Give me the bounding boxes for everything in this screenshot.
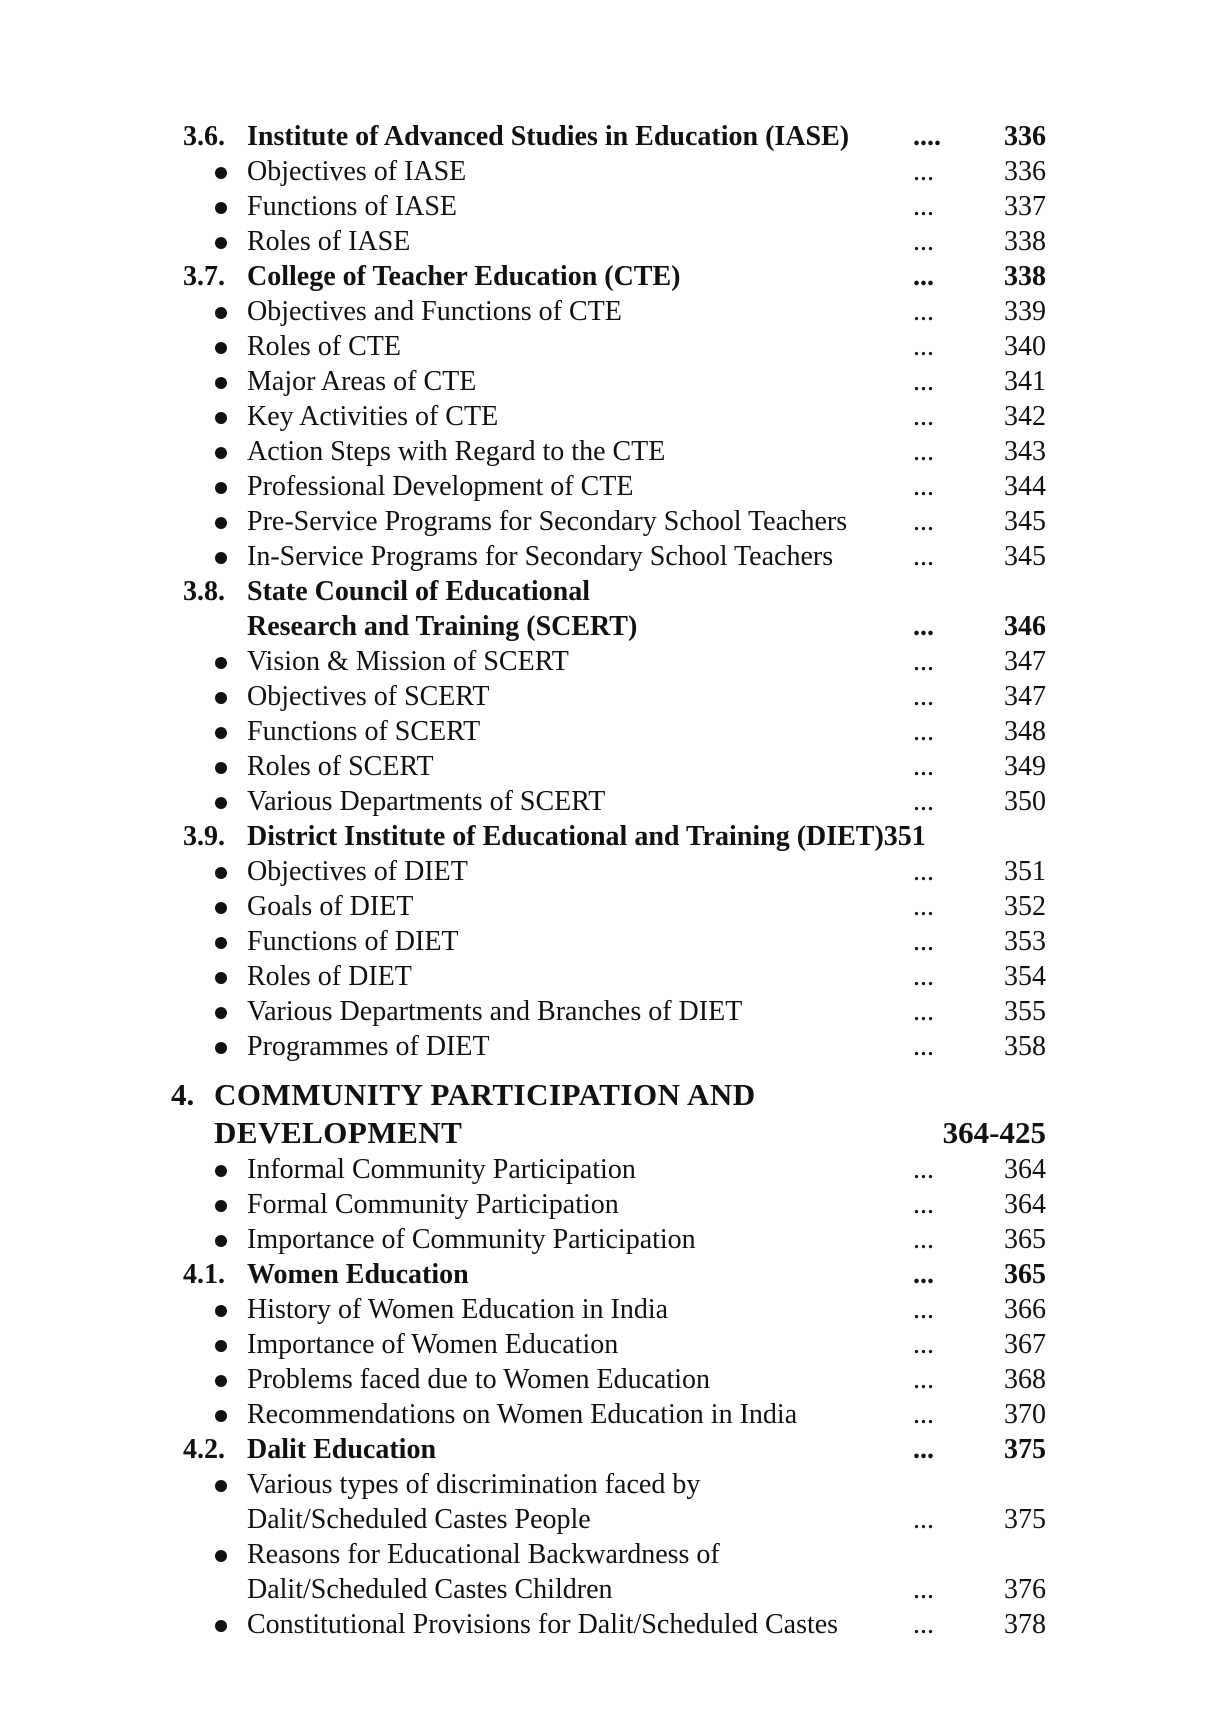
entry-title: Informal Community Participation <box>247 1154 636 1185</box>
section-number: 3.7. <box>183 261 225 292</box>
page-number: 375 <box>1004 1434 1046 1465</box>
page-number: 350 <box>1004 786 1046 817</box>
entry-title: Action Steps with Regard to the CTE <box>247 436 666 467</box>
chapter-title: COMMUNITY PARTICIPATION AND <box>214 1077 756 1112</box>
section-entry <box>0 1257 1214 1292</box>
page-number: 368 <box>1004 1364 1046 1395</box>
leader-dots: ... <box>913 646 934 677</box>
bullet-icon <box>215 1550 227 1562</box>
leader-dots: ... <box>913 891 934 922</box>
leader-dots: ... <box>913 1609 934 1640</box>
toc-item <box>0 1029 1214 1064</box>
bullet-icon <box>215 342 227 354</box>
leader-dots: ... <box>913 401 934 432</box>
toc-item <box>0 1502 1214 1537</box>
page-number: 375 <box>1004 1504 1046 1535</box>
entry-title: Recommendations on Women Education in India <box>247 1399 798 1430</box>
page-number: 348 <box>1004 716 1046 747</box>
page-number: 349 <box>1004 751 1046 782</box>
bullet-icon <box>215 552 227 564</box>
page-number: 364 <box>1004 1154 1046 1185</box>
toc-item <box>0 714 1214 749</box>
page-number: 353 <box>1004 926 1046 957</box>
entry-title: District Institute of Educational and Training (DIET)351 <box>247 821 926 852</box>
entry-title: Research and Training (SCERT) <box>247 611 638 642</box>
leader-dots: ... <box>913 226 934 257</box>
section-number: 3.8. <box>183 576 225 607</box>
page-number: 347 <box>1004 646 1046 677</box>
entry-title: Various Departments and Branches of DIET <box>247 996 743 1027</box>
entry-title: Dalit/Scheduled Castes People <box>247 1504 591 1535</box>
chapter-number: 4. <box>171 1077 195 1112</box>
entry-title: In-Service Programs for Secondary School Teachers <box>247 541 834 572</box>
bullet-icon <box>215 1165 227 1177</box>
toc-item <box>0 1327 1214 1362</box>
bullet-icon <box>215 1340 227 1352</box>
page-number: 347 <box>1004 681 1046 712</box>
leader-dots: ... <box>913 1434 934 1465</box>
entry-title: Goals of DIET <box>247 891 414 922</box>
toc-item <box>0 154 1214 189</box>
leader-dots: ... <box>913 1329 934 1360</box>
entry-title: Functions of DIET <box>247 926 459 957</box>
page-number: 355 <box>1004 996 1046 1027</box>
toc-item <box>0 399 1214 434</box>
toc-item <box>0 1222 1214 1257</box>
page-number: 338 <box>1004 261 1046 292</box>
toc-item <box>0 469 1214 504</box>
bullet-icon <box>215 1042 227 1054</box>
page-number: 338 <box>1004 226 1046 257</box>
leader-dots: ... <box>913 996 934 1027</box>
entry-title: Importance of Community Participation <box>247 1224 696 1255</box>
toc-item <box>0 644 1214 679</box>
page-number: 378 <box>1004 1609 1046 1640</box>
bullet-icon <box>215 447 227 459</box>
section-number: 3.9. <box>183 821 225 852</box>
page-number: 365 <box>1004 1224 1046 1255</box>
page-number: 336 <box>1004 121 1046 152</box>
entry-title: Objectives of DIET <box>247 856 468 887</box>
page-number: 376 <box>1004 1574 1046 1605</box>
entry-title: Dalit Education <box>247 1434 437 1465</box>
entry-title: Professional Development of CTE <box>247 471 634 502</box>
entry-title: Dalit/Scheduled Castes Children <box>247 1574 613 1605</box>
leader-dots: ... <box>913 471 934 502</box>
section-number: 4.2. <box>183 1434 225 1465</box>
toc-item <box>0 329 1214 364</box>
toc-item <box>0 679 1214 714</box>
leader-dots: ... <box>913 611 934 642</box>
leader-dots: ... <box>913 331 934 362</box>
bullet-icon <box>215 1007 227 1019</box>
section-entry <box>0 609 1214 644</box>
leader-dots: ... <box>913 716 934 747</box>
leader-dots: ... <box>913 296 934 327</box>
bullet-icon <box>215 1305 227 1317</box>
leader-dots: ... <box>913 1574 934 1605</box>
bullet-icon <box>215 482 227 494</box>
leader-dots: ... <box>913 1154 934 1185</box>
toc-item <box>0 749 1214 784</box>
entry-title: Constitutional Provisions for Dalit/Scheduled Castes <box>247 1609 839 1640</box>
bullet-icon <box>215 202 227 214</box>
chapter-heading <box>0 1076 1214 1114</box>
toc-item <box>0 1292 1214 1327</box>
leader-dots: ... <box>913 156 934 187</box>
entry-title: Various Departments of SCERT <box>247 786 606 817</box>
leader-dots: ... <box>913 751 934 782</box>
toc-item <box>0 1607 1214 1642</box>
chapter-page-range: 364-425 <box>942 1115 1046 1150</box>
entry-title: Objectives of SCERT <box>247 681 490 712</box>
leader-dots: ... <box>913 191 934 222</box>
bullet-icon <box>215 377 227 389</box>
entry-title: Various types of discrimination faced by <box>247 1469 701 1500</box>
bullet-icon <box>215 517 227 529</box>
entry-title: Functions of IASE <box>247 191 457 222</box>
entry-title: College of Teacher Education (CTE) <box>247 261 681 292</box>
toc-item <box>0 924 1214 959</box>
toc-item <box>0 189 1214 224</box>
toc-item <box>0 854 1214 889</box>
leader-dots: ... <box>913 1364 934 1395</box>
page-number: 370 <box>1004 1399 1046 1430</box>
leader-dots: ... <box>913 366 934 397</box>
entry-title: Vision & Mission of SCERT <box>247 646 569 677</box>
entry-title: Key Activities of CTE <box>247 401 499 432</box>
section-entry <box>0 119 1214 154</box>
toc-item <box>0 539 1214 574</box>
bullet-icon <box>215 972 227 984</box>
leader-dots: ... <box>913 1504 934 1535</box>
toc-item <box>0 434 1214 469</box>
leader-dots: ... <box>913 506 934 537</box>
page-number: 358 <box>1004 1031 1046 1062</box>
page-number: 337 <box>1004 191 1046 222</box>
entry-title: Major Areas of CTE <box>247 366 477 397</box>
section-number: 4.1. <box>183 1259 225 1290</box>
toc-item <box>0 1362 1214 1397</box>
bullet-icon <box>215 1235 227 1247</box>
page-number: 336 <box>1004 156 1046 187</box>
entry-title: Roles of DIET <box>247 961 412 992</box>
leader-dots: ... <box>913 1224 934 1255</box>
page-number: 366 <box>1004 1294 1046 1325</box>
bullet-icon <box>215 307 227 319</box>
toc-item <box>0 889 1214 924</box>
page-number: 345 <box>1004 541 1046 572</box>
page-number: 345 <box>1004 506 1046 537</box>
bullet-icon <box>215 657 227 669</box>
toc-item <box>0 504 1214 539</box>
bullet-icon <box>215 1480 227 1492</box>
page-number: 364 <box>1004 1189 1046 1220</box>
entry-title: Importance of Women Education <box>247 1329 619 1360</box>
bullet-icon <box>215 1620 227 1632</box>
toc-item <box>0 1397 1214 1432</box>
toc-item <box>0 224 1214 259</box>
bullet-icon <box>215 692 227 704</box>
page-number: 351 <box>1004 856 1046 887</box>
entry-title: Women Education <box>247 1259 469 1290</box>
section-entry <box>0 259 1214 294</box>
bullet-icon <box>215 237 227 249</box>
chapter-title: DEVELOPMENT <box>214 1115 463 1150</box>
page-number: 365 <box>1004 1259 1046 1290</box>
page-number: 344 <box>1004 471 1046 502</box>
toc-item <box>0 1187 1214 1222</box>
toc-item <box>0 1467 1214 1502</box>
toc-item <box>0 1537 1214 1572</box>
page-number: 346 <box>1004 611 1046 642</box>
leader-dots: ... <box>913 1189 934 1220</box>
leader-dots: ... <box>913 1259 934 1290</box>
leader-dots: .... <box>913 121 941 152</box>
page-number: 340 <box>1004 331 1046 362</box>
toc-item <box>0 994 1214 1029</box>
page-number: 352 <box>1004 891 1046 922</box>
entry-title: Problems faced due to Women Education <box>247 1364 710 1395</box>
bullet-icon <box>215 762 227 774</box>
toc-item <box>0 1152 1214 1187</box>
toc-item <box>0 959 1214 994</box>
leader-dots: ... <box>913 436 934 467</box>
leader-dots: ... <box>913 1399 934 1430</box>
entry-title: State Council of Educational <box>247 576 591 607</box>
leader-dots: ... <box>913 926 934 957</box>
page-number: 354 <box>1004 961 1046 992</box>
entry-title: Reasons for Educational Backwardness of <box>247 1539 720 1570</box>
entry-title: Institute of Advanced Studies in Education (IASE) <box>247 121 850 152</box>
section-entry <box>0 574 1214 609</box>
bullet-icon <box>215 1200 227 1212</box>
page-number: 343 <box>1004 436 1046 467</box>
section-entry <box>0 819 1214 854</box>
leader-dots: ... <box>913 1294 934 1325</box>
leader-dots: ... <box>913 261 934 292</box>
leader-dots: ... <box>913 681 934 712</box>
toc-item <box>0 784 1214 819</box>
bullet-icon <box>215 727 227 739</box>
entry-title: Roles of IASE <box>247 226 411 257</box>
entry-title: Objectives of IASE <box>247 156 467 187</box>
page-number: 367 <box>1004 1329 1046 1360</box>
section-entry <box>0 1432 1214 1467</box>
spacer <box>0 1064 1214 1076</box>
table-of-contents <box>0 119 1214 1642</box>
leader-dots: ... <box>913 786 934 817</box>
bullet-icon <box>215 867 227 879</box>
entry-title: Pre-Service Programs for Secondary School Teachers <box>247 506 848 537</box>
entry-title: Formal Community Participation <box>247 1189 619 1220</box>
page-number: 342 <box>1004 401 1046 432</box>
bullet-icon <box>215 902 227 914</box>
entry-title: Roles of CTE <box>247 331 401 362</box>
bullet-icon <box>215 167 227 179</box>
leader-dots: ... <box>913 1031 934 1062</box>
page-number: 341 <box>1004 366 1046 397</box>
leader-dots: ... <box>913 961 934 992</box>
entry-title: Programmes of DIET <box>247 1031 490 1062</box>
entry-title: Functions of SCERT <box>247 716 481 747</box>
bullet-icon <box>215 1410 227 1422</box>
page-number: 339 <box>1004 296 1046 327</box>
chapter-heading <box>0 1114 1214 1152</box>
leader-dots: ... <box>913 856 934 887</box>
toc-item <box>0 364 1214 399</box>
bullet-icon <box>215 412 227 424</box>
bullet-icon <box>215 1375 227 1387</box>
toc-item <box>0 294 1214 329</box>
toc-item <box>0 1572 1214 1607</box>
bullet-icon <box>215 797 227 809</box>
section-number: 3.6. <box>183 121 225 152</box>
entry-title: Roles of SCERT <box>247 751 434 782</box>
entry-title: History of Women Education in India <box>247 1294 669 1325</box>
leader-dots: ... <box>913 541 934 572</box>
bullet-icon <box>215 937 227 949</box>
entry-title: Objectives and Functions of CTE <box>247 296 622 327</box>
